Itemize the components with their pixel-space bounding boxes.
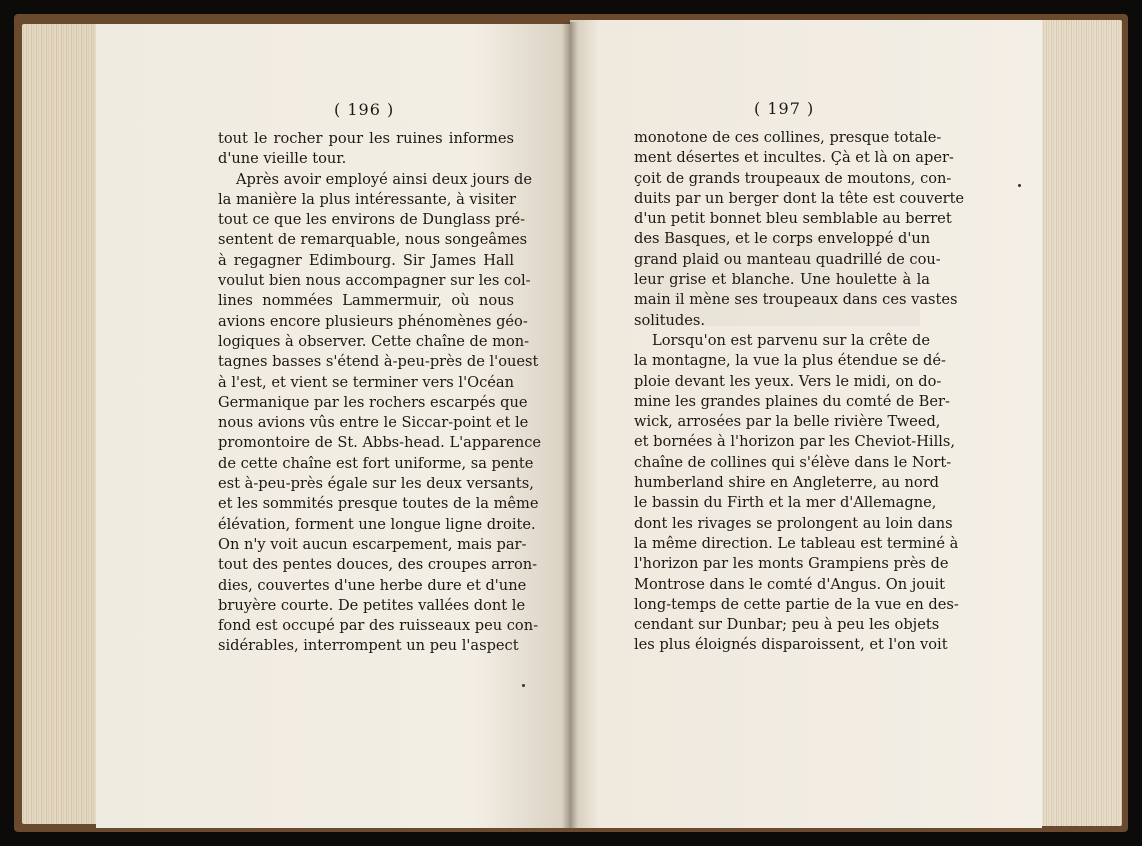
text-line: avions encore plusieurs phénomènes géo- [218, 312, 528, 330]
right-page-number: ( 197 ) [754, 99, 815, 118]
text-line: ploie devant les yeux. Vers le midi, on do- [634, 372, 942, 390]
text-line: d'un petit bonnet bleu semblable au berret [634, 210, 952, 228]
text-line: sentent de remarquable, nous songeâmes [218, 231, 528, 249]
right-page-edges [1032, 20, 1122, 826]
text-line: tout ce que les environs de Dunglass pré- [218, 211, 526, 229]
text-line: wick, arrosées par la belle rivière Tweed, [634, 413, 941, 431]
text-line: d'une vieille tour. [218, 150, 347, 168]
text-line: duits par un berger dont la tête est couverte [634, 189, 965, 207]
text-line: long-temps de cette partie de la vue en des- [634, 595, 959, 613]
text-line: Germanique par les rochers escarpés que [218, 393, 528, 411]
text-line: tagnes basses s'étend à-peu-près de l'ouest [218, 353, 539, 371]
text-line: On n'y voit aucun escarpement, mais par- [218, 535, 527, 553]
text-line: promontoire de St. Abbs-head. L'apparence [218, 434, 542, 452]
right-page-text [634, 128, 965, 656]
text-line: la même direction. Le tableau est terminé à [634, 534, 959, 552]
text-line: à l'est, et vient se terminer vers l'Océan [218, 373, 514, 391]
text-line: la montagne, la vue la plus étendue se dé- [634, 352, 946, 370]
text-line: cendant sur Dunbar; peu à peu les objets [634, 616, 940, 634]
ink-speck [522, 684, 525, 687]
text-line: logiques à observer. Cette chaîne de mon- [218, 332, 530, 350]
text-line: le bassin du Firth et la mer d'Allemagne, [634, 494, 937, 512]
text-line: des Basques, et le corps enveloppé d'un [634, 230, 931, 248]
text-line: et les sommités presque toutes de la même [218, 495, 539, 513]
text-line: dies, couvertes d'une herbe dure et d'une [218, 576, 527, 594]
text-line: la manière la plus intéressante, à visiter [218, 190, 516, 208]
text-line: de cette chaîne est fort uniforme, sa pente [218, 454, 534, 472]
left-page-number: ( 196 ) [334, 100, 395, 119]
text-line: ment désertes et incultes. Çà et là on aper- [634, 149, 954, 167]
text-line: Montrose dans le comté d'Angus. On jouit [634, 575, 946, 593]
text-line: nous avions vûs entre le Siccar-point et le [218, 414, 529, 432]
text-line: mine les grandes plaines du comté de Ber- [634, 392, 950, 410]
text-line: monotone de ces collines, presque totale- [634, 129, 942, 146]
text-line: est à-peu-près égale sur les deux versants, [218, 475, 534, 493]
text-line: dont les rivages se prolongent au loin dans [634, 514, 953, 532]
text-line: à regagner Edimbourg. Sir James Hall [218, 251, 514, 269]
text-line: grand plaid ou manteau quadrillé de cou- [634, 250, 941, 268]
text-line: main il mène ses troupeaux dans ces vastes [634, 291, 958, 309]
text-line: sidérables, interrompent un peu l'aspect [218, 637, 519, 655]
text-line: tout des pentes douces, des croupes arron- [218, 556, 538, 574]
text-line: fond est occupé par des ruisseaux peu con- [218, 617, 539, 635]
text-line: les plus éloignés disparoissent, et l'on voit [634, 636, 948, 654]
text-line: tout le rocher pour les ruines informes [218, 130, 514, 147]
text-line: lines nommées Lammermuir, où nous [218, 292, 514, 310]
text-line: voulut bien nous accompagner sur les col- [218, 272, 531, 290]
text-line: solitudes. [634, 311, 705, 329]
text-line: leur grise et blanche. Une houlette à la [634, 271, 930, 289]
text-line: et bornées à l'horizon par les Cheviot-Hills, [634, 433, 956, 451]
text-line: Après avoir employé ainsi deux jours de [236, 170, 533, 188]
text-line: çoit de grands troupeaux de moutons, con- [634, 169, 952, 187]
text-line: l'horizon par les monts Grampiens près de [634, 555, 949, 573]
ink-speck [1018, 184, 1021, 187]
left-page-text [218, 129, 542, 657]
text-line: bruyère courte. De petites vallées dont le [218, 596, 526, 614]
text-line: élévation, forment une longue ligne droite. [218, 515, 536, 533]
book-gutter [562, 22, 578, 828]
text-line: Lorsqu'on est parvenu sur la crête de [652, 331, 930, 349]
text-line: chaîne de collines qui s'élève dans le Nort- [634, 453, 952, 471]
text-line: humberland shire en Angleterre, au nord [634, 474, 940, 492]
